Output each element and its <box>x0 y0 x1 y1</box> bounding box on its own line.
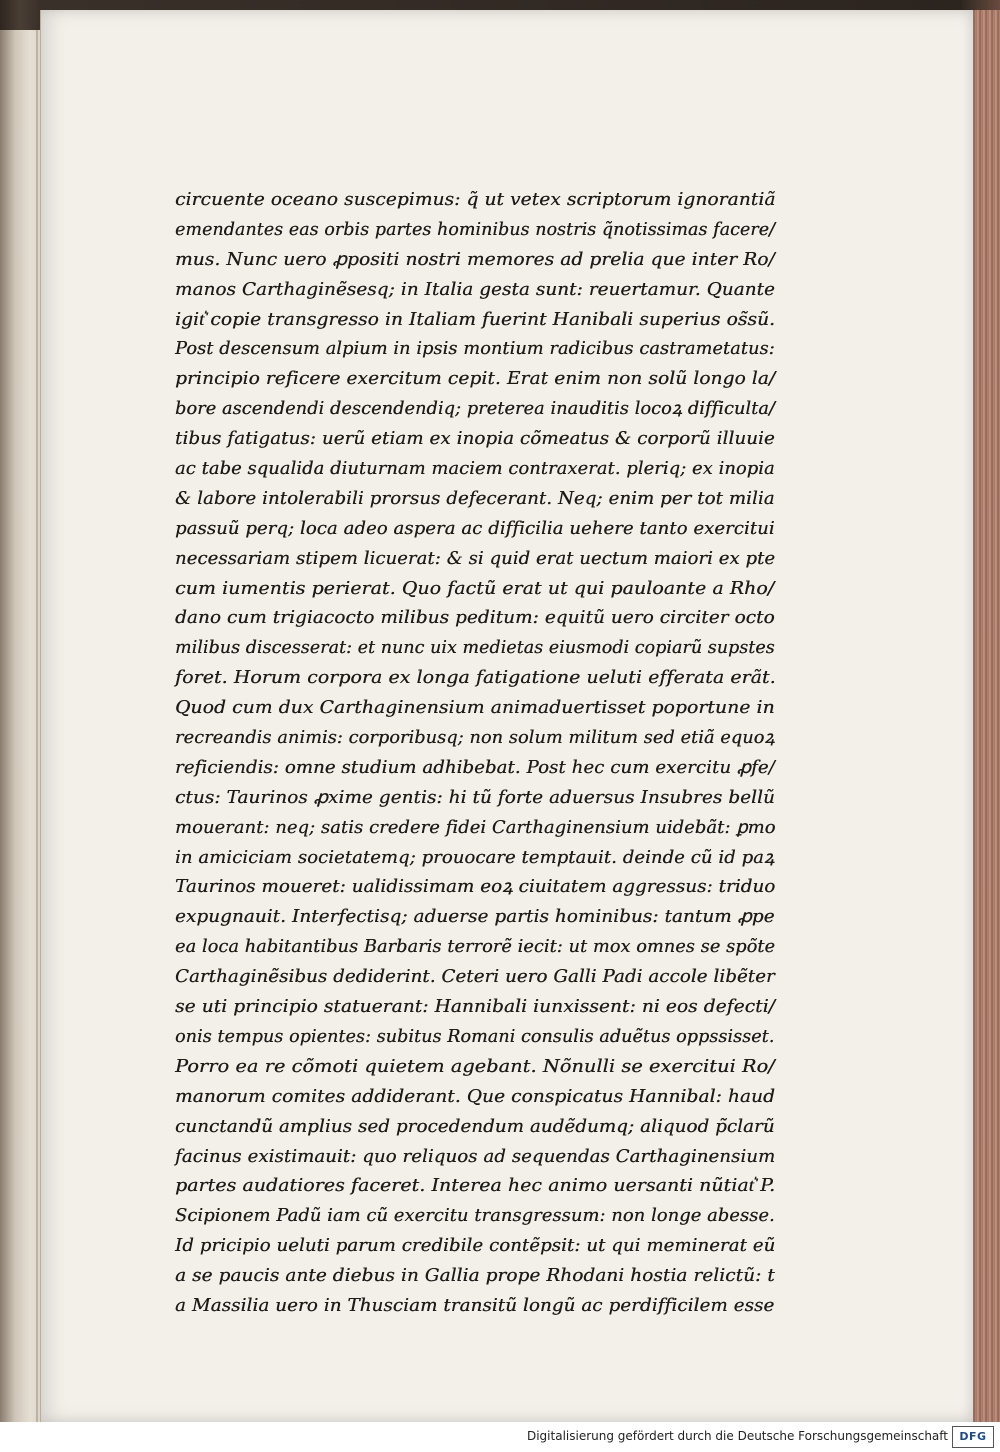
text-line: Carthaginẽsibus dediderint. Ceteri uero Galli Padi accole libẽter <box>175 967 775 988</box>
text-line: partes audatiores faceret. Interea hec animo uersanti nũtiat͛ P. <box>175 1176 776 1197</box>
footer-bar <box>0 1422 1000 1452</box>
dfg-logo-text: DFG <box>959 1430 987 1443</box>
text-line: Quod cum dux Carthaginensium animaduertisset poportune in <box>175 698 775 719</box>
book-page <box>40 10 973 1422</box>
text-line: a se paucis ante diebus in Gallia prope Rhodani hostia relictũ: t <box>175 1266 775 1287</box>
text-line: ea loca habitantibus Barbaris terrorẽ iecit: ut mox omnes se spõte <box>175 937 776 958</box>
text-line: ctus: Taurinos ꝓxime gentis: hi tũ forte aduersus Insubres bellũ <box>175 787 775 808</box>
text-line: & labore intolerabili prorsus defecerant. Neq; enim per tot milia <box>175 488 775 509</box>
text-line: Porro ea re cõmoti quietem agebant. Nõnulli se exercitui Ro/ <box>175 1056 775 1077</box>
text-line: emendantes eas orbis partes hominibus nostris q̃notissimas facere/ <box>175 219 776 240</box>
text-line: mouerant: neq; satis credere fidei Carthaginensium uidebãt: ꝑmo <box>175 817 776 838</box>
text-line: expugnauit. Interfectisq; aduerse partis hominibus: tantum ꝓpe <box>175 907 775 928</box>
text-line: tibus fatigatus: uerũ etiam ex inopia cõmeatus & corporũ illuuie <box>175 429 775 450</box>
text-line: Id pricipio ueluti parum credibile contẽpsit: ut qui meminerat eũ <box>175 1236 776 1257</box>
text-line: necessariam stipem licuerat: & si quid erat uectum maiori ex pte <box>175 548 776 569</box>
footer-credit: Digitalisierung gefördert durch die Deutsche Forschungsgemeinschaft <box>526 1429 948 1443</box>
text-line: Post descensum alpium in ipsis montium radicibus castrametatus: <box>175 339 775 360</box>
text-line: passuũ perq; loca adeo aspera ac difficilia uehere tanto exercitui <box>175 518 775 539</box>
text-line: facinus existimauit: quo reliquos ad sequendas Carthaginensium <box>175 1146 776 1167</box>
text-line: manos Carthaginẽsesq; in Italia gesta sunt: reuertamur. Quante <box>175 279 775 300</box>
text-line: cunctandũ amplius sed procedendum audẽdumq; aliquod p̃clarũ <box>175 1116 775 1137</box>
text-line: dano cum trigiacocto milibus peditum: equitũ uero circiter octo <box>175 608 775 629</box>
text-line: igit͛ copie transgresso in Italiam fuerint Hanibali superius os̃sũ. <box>175 309 776 330</box>
text-line: principio reficere exercitum cepit. Erat enim non solũ longo la/ <box>175 369 776 390</box>
right-fore-edge <box>970 10 1000 1422</box>
text-line: mus. Nunc uero ꝓpositi nostri memores ad prelia que inter Ro/ <box>175 249 775 270</box>
text-line: Taurinos moueret: ualidissimam eoꝝ ciuitatem aggressus: triduo <box>175 877 776 898</box>
text-line: circuente oceano suscepimus: q̃ ut vetex scriptorum ignorantiã <box>175 190 776 210</box>
text-line: recreandis animis: corporibusq; non solum militum sed etiã equoꝝ <box>175 728 775 749</box>
text-line: cum iumentis perierat. Quo factũ erat ut qui pauloante a Rho/ <box>175 578 775 599</box>
text-line: foret. Horum corpora ex longa fatigatione ueluti efferata erãt. <box>175 668 776 689</box>
left-page-edges <box>0 30 45 1422</box>
text-line: milibus discesserat: et nunc uix medietas eiusmodi copiarũ supstes <box>175 638 775 659</box>
text-line: reficiendis: omne studium adhibebat. Post hec cum exercitu ꝓfe/ <box>175 757 775 778</box>
text-line: manorum comites addiderant. Que conspicatus Hannibal: haud <box>175 1086 775 1107</box>
text-line: a Massilia uero in Thusciam transitũ longũ ac perdifficilem esse <box>175 1295 775 1316</box>
text-line: ac tabe squalida diuturnam maciem contraxerat. pleriq; ex inopia <box>175 459 775 480</box>
dfg-logo <box>952 1426 994 1448</box>
text-line: bore ascendendi descendendiq; preterea inauditis locoꝝ difficulta/ <box>175 399 775 420</box>
text-line: se uti principio statuerant: Hannibali iunxissent: ni eos defecti/ <box>175 997 775 1018</box>
page-text-block <box>175 186 775 1322</box>
text-line: onis tempus opientes: subitus Romani consulis aduẽtus oppssisset. <box>175 1026 775 1047</box>
text-line: Scipionem Padũ iam cũ exercitu transgressum: non longe abesse. <box>175 1206 775 1227</box>
text-line: in amiciciam societatemq; prouocare temptauit. deinde cũ id paꝝ <box>175 847 775 868</box>
